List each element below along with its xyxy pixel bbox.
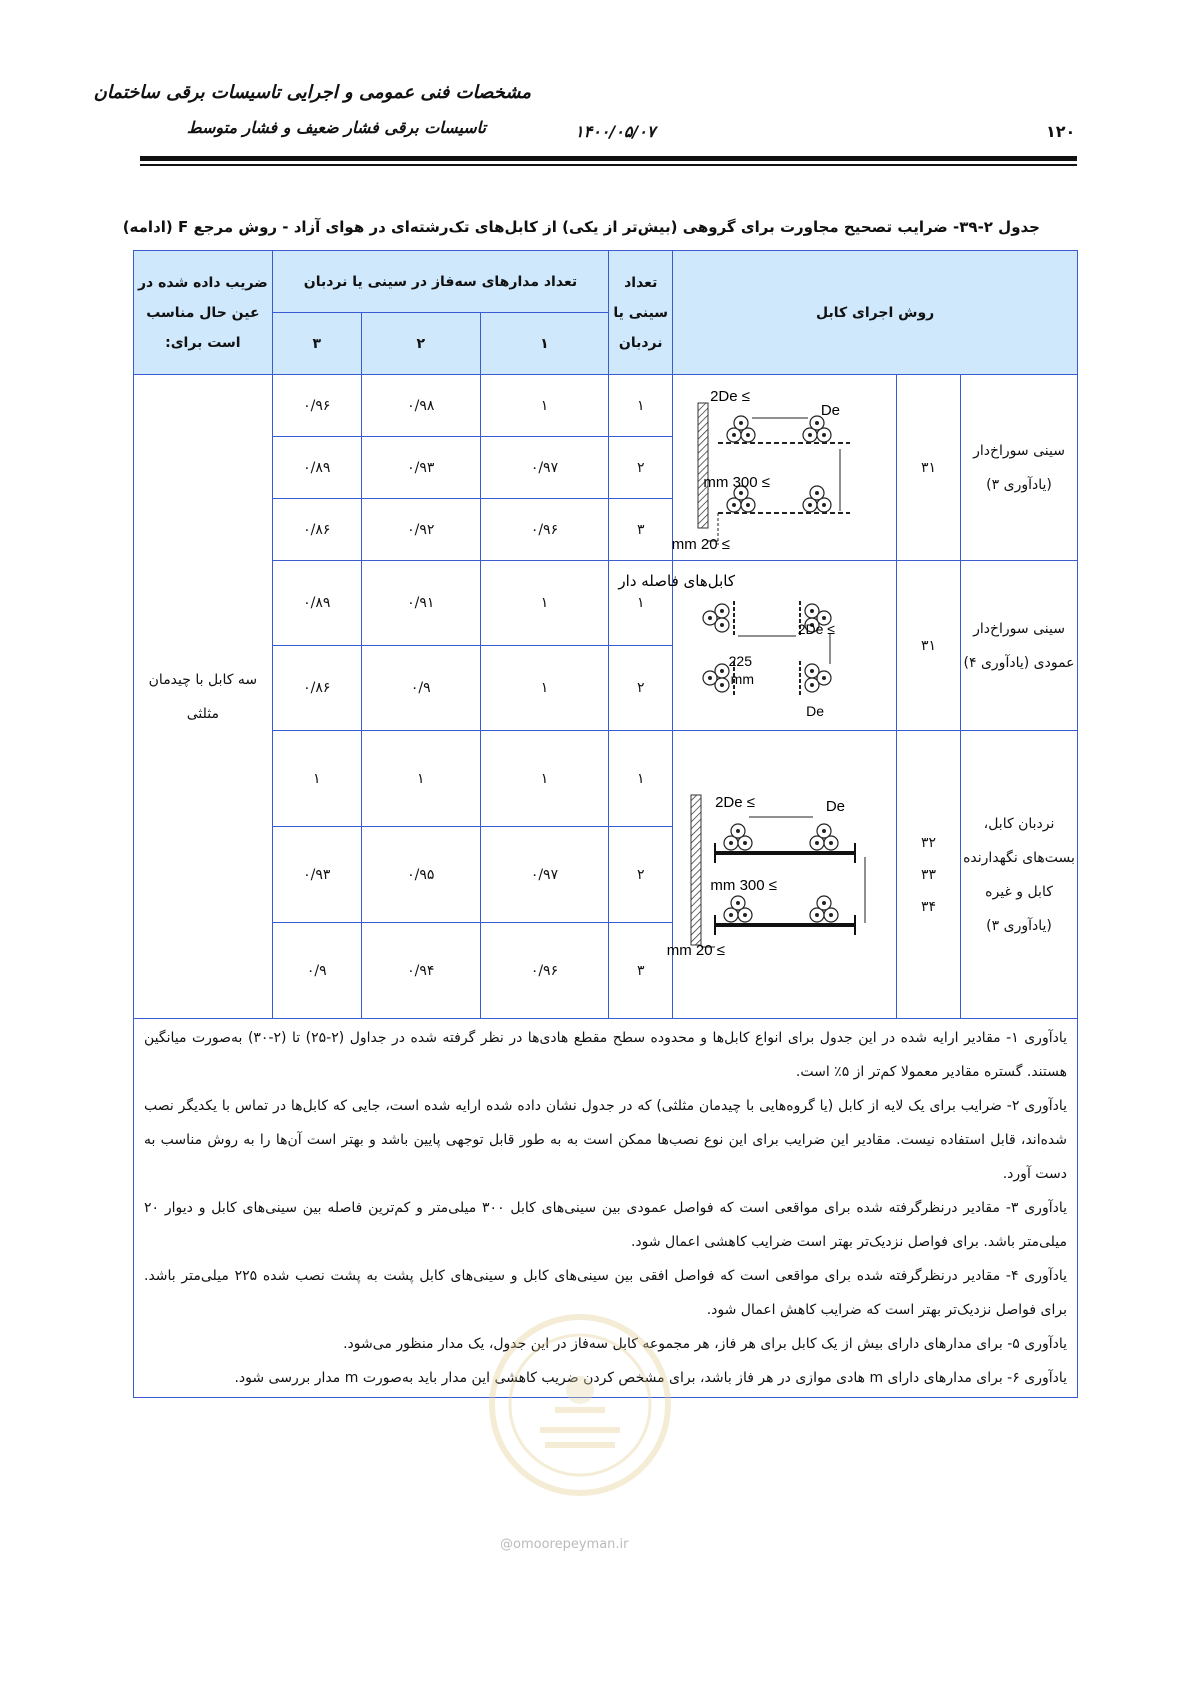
factor-c2: ۰/۹ [361,646,480,731]
vertical-tray-figure [618,566,880,726]
correction-factor-table [133,250,1078,1398]
watermark-url: @omoorepeyman.ir [500,1537,629,1552]
tray-count: ۲ [609,827,673,923]
factor-c1: ۰/۹۷ [480,827,608,923]
fig-label-dia: De [805,702,824,719]
note-4: یادآوری ۴- مقادیر درنظرگرفته شده برای مواقعی است که فواصل افقی بین سینی‌های کابل و سینی‌های کابل پشت به پشت نصب شده ۲۲۵ میلی‌متر باشد. برای فواصل نزدیک‌تر بهتر است که ضرایب کاهش اعمال شود. [144,1268,1068,1318]
watermark-seal [485,1310,675,1500]
factor-c2: ۰/۹۲ [361,499,480,561]
tray-count: ۳ [609,499,673,561]
tray-count: ۱ [609,731,673,827]
fig-label-wall: ≥ 20 mm [671,535,730,553]
factor-c2: ۰/۹۸ [361,375,480,437]
factor-c3: ۱ [272,731,361,827]
factor-c3: ۰/۹۳ [272,827,361,923]
ref-value: ۳۳ [920,866,936,883]
factor-c3: ۰/۸۹ [272,561,361,646]
table-caption: جدول ۲-۳۹- ضرایب تصحیح مجاورت برای گروهی (بیش‌تر از یکی) از کابل‌های تک‌رشته‌ای در هوای آزاد - روش مرجع F (ادامه) [122,218,1040,236]
page-number: ۱۲۰ [1046,122,1076,141]
factor-c3: ۰/۹ [272,923,361,1019]
factor-c3: ۰/۸۹ [272,437,361,499]
factor-c1: ۰/۹۷ [480,437,608,499]
document-title: مشخصات فنی عمومی و اجرایی تاسیسات برقی ساختمان [93,82,531,103]
header-circuits-2: ۲ [361,313,480,375]
ref-cell: ۳۱ [896,375,960,561]
factor-c3: ۰/۸۶ [272,499,361,561]
fig-label-vertical: ≥ 300 mm [709,876,777,894]
document-subtitle: تاسیسات برقی فشار ضعیف و فشار متوسط [186,118,486,137]
table-row [134,731,1078,827]
ref-cell [896,731,960,1019]
header-factor: ضریب داده شده در عین حال مناسب است برای: [134,251,273,375]
method-cell: سینی سوراخ‌دار (یادآوری ۳) [961,375,1078,561]
fig-label-unit: mm [730,670,754,687]
header-rule-thin [140,164,1077,166]
fig-label-wall: ≥ 20 mm [666,941,725,959]
factor-c1: ۱ [480,375,608,437]
fig-label-gap: ≥ 2De [797,620,835,637]
fig-label-gap: ≥ 2De [709,387,750,405]
header-circuits: تعداد مدارهای سه‌فاز در سینی یا نردبان [272,251,608,313]
table-row [134,561,1078,646]
figure-cell [618,561,897,731]
tray-count: ۱ [609,561,673,646]
tray-count: ۲ [609,437,673,499]
factor-c2: ۱ [361,731,480,827]
method-cell: نردبان کابل، بست‌های نگهدارنده کابل و غیره (یادآوری ۳) [961,731,1078,1019]
method-cell: سینی سوراخ‌دار عمودی (یادآوری ۴) [961,561,1078,731]
factor-c1: ۱ [480,646,608,731]
perforated-tray-figure [671,383,880,553]
header-circuits-3: ۳ [272,313,361,375]
fig-label-gap: ≥ 2De [714,793,755,811]
factor-c1: ۰/۹۶ [480,499,608,561]
factor-applies-cell: سه کابل با چیدمان مثلثی [134,375,273,1019]
figure-cell [666,731,897,1019]
factor-c3: ۰/۸۶ [272,646,361,731]
fig-label-vertical: ≥ 300 mm [702,473,770,491]
ref-value: ۳۴ [920,898,936,915]
tray-count: ۲ [609,646,673,731]
fig-label-title: کابل‌های فاصله دار [618,571,735,590]
fig-label-dia: De [820,401,840,419]
factor-c1: ۰/۹۶ [480,923,608,1019]
note-2: یادآوری ۲- ضرایب برای یک لایه از کابل (یا گروه‌هایی با چیدمان مثلثی) که در جدول نشان داده شده ارایه شده است، جایی که کابل‌ها در تماس با یکدیگر نصب شده‌اند، قابل استفاده نیست. مقادیر این ضرایب برای این نوع نصب‌ها ممکن است به به طور قابل توجهی پایین باشد و بهتر است آن‌ها را به روش مناسب به دست آورد. [144,1098,1068,1182]
fig-label-dia: De [825,797,845,815]
header-method: روش اجرای کابل [673,251,1078,375]
header-circuits-1: ۱ [480,313,608,375]
header-tray-count: تعداد سینی یا نردبان [609,251,673,375]
factor-c2: ۰/۹۳ [361,437,480,499]
factor-c2: ۰/۹۱ [361,561,480,646]
factor-c1: ۱ [480,561,608,646]
factor-c2: ۰/۹۴ [361,923,480,1019]
note-6: یادآوری ۶- برای مدارهای دارای m هادی موازی در هر فاز باشد، برای مشخص کردن ضریب کاهشی این مدار باید به‌صورت m مدار بررسی شود. [234,1370,1067,1386]
document-date: ۱۴۰۰/۰۵/۰۷ [575,122,656,141]
tray-count: ۳ [609,923,673,1019]
header-rule-thick [140,156,1077,161]
fig-label-horiz: 225 [728,652,752,669]
factor-c1: ۱ [480,731,608,827]
tray-count: ۱ [609,375,673,437]
figure-cell [673,375,897,561]
factor-c3: ۰/۹۶ [272,375,361,437]
ref-value: ۳۲ [920,834,936,851]
note-3: یادآوری ۳- مقادیر درنظرگرفته شده برای مواقعی است که فواصل عمودی بین سینی‌های کابل ۳۰۰ میلی‌متر و کم‌ترین فاصله بین سینی‌های کابل و دیوار ۲۰ میلی‌متر باشد. برای فواصل نزدیک‌تر بهتر است ضرایب کاهشی اعمال شود. [144,1200,1067,1250]
ladder-figure [666,785,885,965]
ref-cell: ۳۱ [896,561,960,731]
note-5: یادآوری ۵- برای مدارهای دارای بیش از یک کابل برای هر فاز، هر مجموعه کابل سه‌فاز در این جدول، یک مدار منظور می‌شود. [343,1336,1067,1352]
note-1: یادآوری ۱- مقادیر ارایه شده در این جدول برای انواع کابل‌ها و محدوده سطح مقطع هادی‌ها در نظر گرفته شده در جداول (۲-۲۵) تا (۲-۳۰) به‌صورت میانگین هستند. گستره مقادیر معمولا کم‌تر از ۵٪ است. [144,1030,1067,1080]
table-row [134,375,1078,437]
factor-c2: ۰/۹۵ [361,827,480,923]
